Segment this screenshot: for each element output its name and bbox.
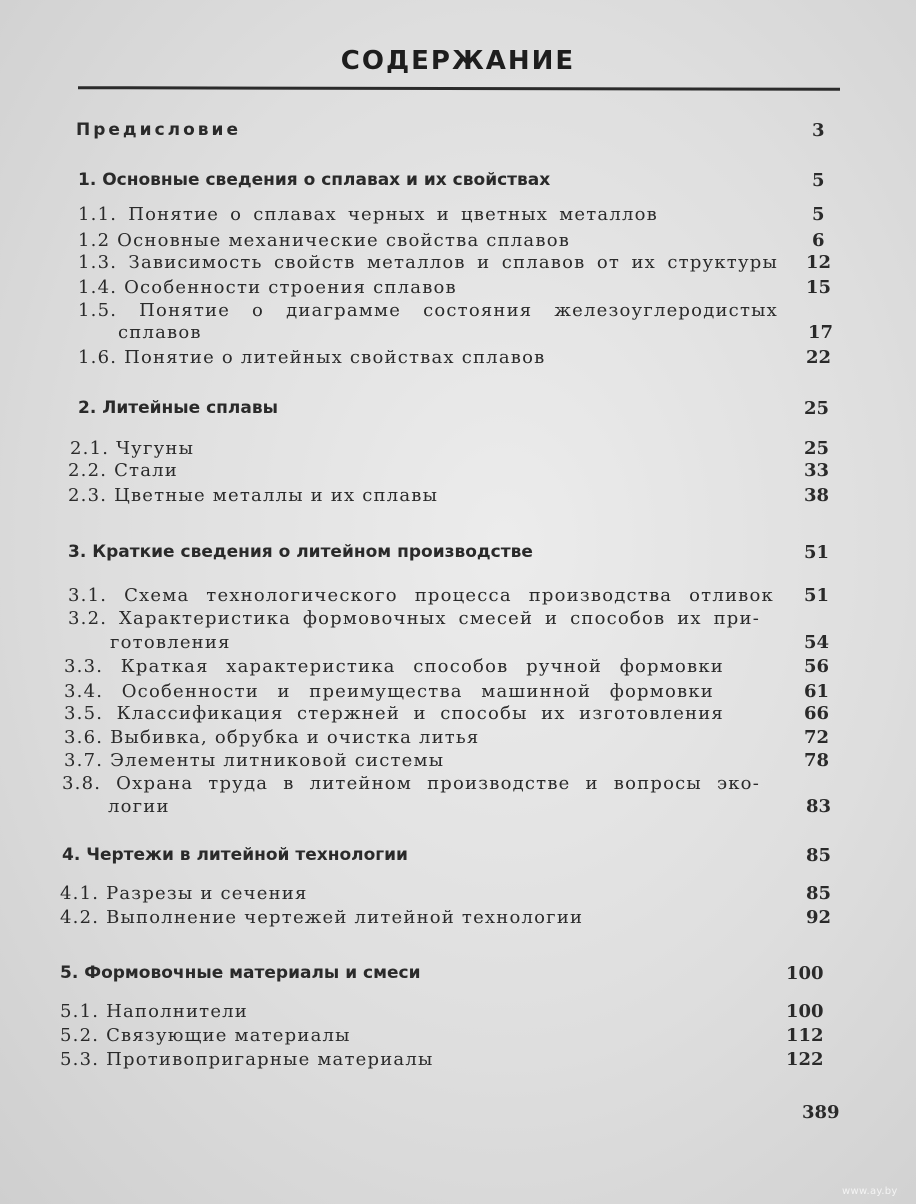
toc-section-heading: 3. Краткие сведения о литейном производстве: [68, 542, 533, 562]
toc-section-heading: 2. Литейные сплавы: [78, 398, 278, 418]
toc-entry: сплавов: [118, 322, 202, 343]
toc-entry: 5.2. Связующие материалы: [60, 1025, 351, 1046]
toc-entry: 1.3. Зависимость свойств металлов и сплавов от их структуры: [78, 252, 778, 273]
toc-entry: 3.3. Краткая характеристика способов ручной формовки: [64, 656, 724, 677]
toc-section-heading: 1. Основные сведения о сплавах и их свойствах: [78, 170, 551, 190]
toc-entry: 1.1. Понятие о сплавах черных и цветных металлов: [78, 204, 658, 225]
toc-entry: готовления: [110, 632, 231, 653]
toc-entry: 4.1. Разрезы и сечения: [60, 883, 308, 904]
toc-page-number: 54: [804, 632, 830, 653]
toc-page-number: 72: [804, 727, 830, 748]
toc-page-number: 56: [804, 656, 830, 677]
toc-page-number: 100: [786, 1001, 824, 1022]
toc-section-heading: 5. Формовочные материалы и смеси: [60, 963, 421, 983]
toc-page-number: 38: [804, 485, 830, 506]
toc-page-number: 51: [804, 585, 830, 606]
toc-entry: 3.2. Характеристика формовочных смесей и способов их при-: [68, 608, 760, 629]
toc-entry: 2.2. Стали: [68, 460, 178, 481]
toc-entry: 5.1. Наполнители: [60, 1001, 249, 1022]
toc-page-number: 85: [806, 883, 832, 904]
toc-entry: 3.8. Охрана труда в литейном производстве и вопросы эко-: [62, 773, 760, 794]
toc-section-heading: 4. Чертежи в литейной технологии: [62, 845, 408, 865]
toc-page-number: 5: [812, 204, 825, 225]
toc-page-number: 122: [786, 1049, 824, 1070]
toc-page-number: 112: [786, 1025, 824, 1046]
toc-page-number: 25: [804, 398, 830, 419]
toc-page-number: 92: [806, 907, 832, 928]
toc-entry: 3.7. Элементы литниковой системы: [64, 750, 445, 771]
toc-entry: 1.5. Понятие о диаграмме состояния железоуглеродистых: [78, 300, 778, 321]
toc-page-number: 12: [806, 252, 832, 273]
toc-entry: 3.4. Особенности и преимущества машинной формовки: [64, 681, 714, 702]
toc-page-number: 85: [806, 845, 832, 866]
toc-page-number: 22: [806, 347, 832, 368]
toc-page-number: 3: [812, 120, 825, 141]
toc-page-number: 17: [808, 322, 834, 343]
toc-page-number: 5: [812, 170, 825, 191]
toc-entry: Предисловие: [76, 120, 241, 140]
toc-entry: 5.3. Противопригарные материалы: [60, 1049, 434, 1070]
toc-page-number: 78: [804, 750, 830, 771]
watermark: www.ay.by: [842, 1186, 898, 1197]
toc-page-number: 66: [804, 703, 830, 724]
toc-entry: 1.2 Основные механические свойства сплавов: [78, 230, 571, 251]
title-rule: [78, 86, 840, 91]
toc-entry: 2.1. Чугуны: [70, 438, 195, 459]
toc-page-number: 61: [804, 681, 830, 702]
toc-entry: 4.2. Выполнение чертежей литейной технологии: [60, 907, 584, 928]
toc-page-number: 51: [804, 542, 830, 563]
toc-page-number: 15: [806, 277, 832, 298]
toc-entry: 1.6. Понятие о литейных свойствах сплавов: [78, 347, 546, 368]
toc-page-number: 25: [804, 438, 830, 459]
toc-entry: 2.3. Цветные металлы и их сплавы: [68, 485, 439, 506]
toc-entry: логии: [108, 796, 170, 817]
toc-entry: 1.4. Особенности строения сплавов: [78, 277, 457, 298]
toc-page-number: 100: [786, 963, 824, 984]
toc-entry: 3.5. Классификация стержней и способы их изготовления: [64, 703, 724, 724]
page-title: СОДЕРЖАНИЕ: [340, 46, 576, 76]
toc-entry: 3.1. Схема технологического процесса производства отливок: [68, 585, 774, 606]
toc-entry: 3.6. Выбивка, обрубка и очистка литья: [64, 727, 480, 748]
toc-page-number: 6: [812, 230, 825, 251]
toc-page-number: 83: [806, 796, 832, 817]
toc-page-number: 33: [804, 460, 830, 481]
page-number: 389: [802, 1102, 840, 1123]
